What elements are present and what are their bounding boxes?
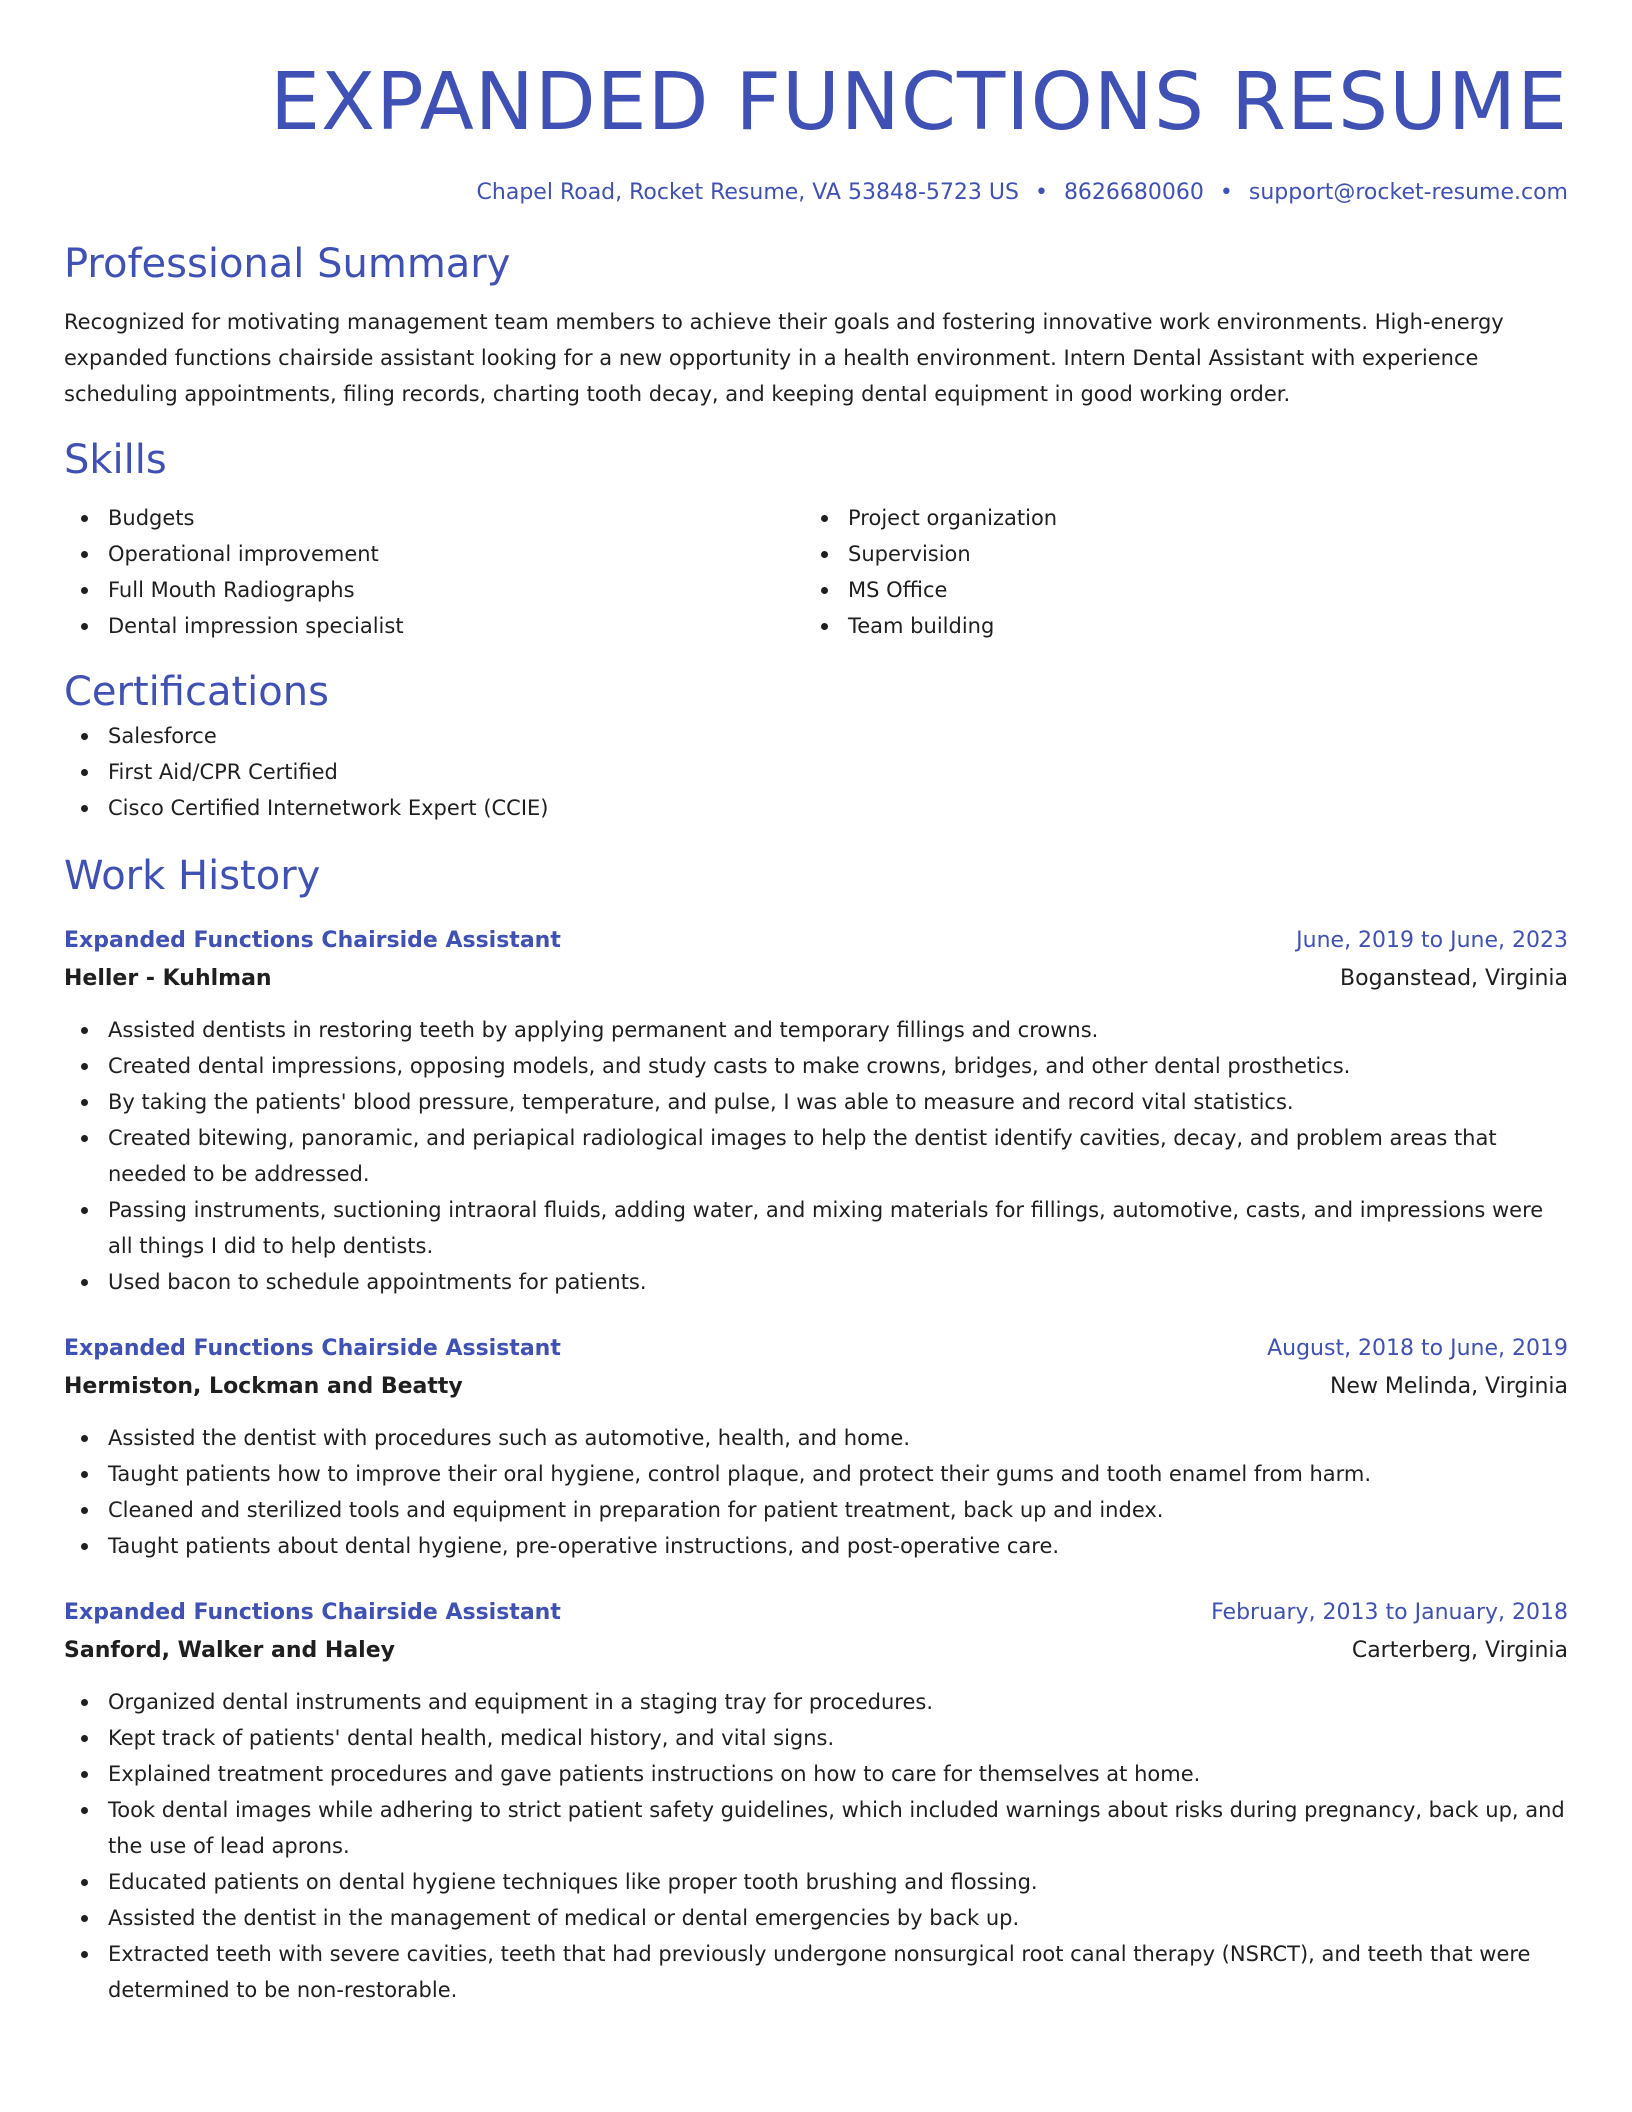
job-dates: August, 2018 to June, 2019 [1267,1336,1568,1361]
skills-column-right [804,500,1544,644]
job-bullet: By taking the patients' blood pressure, temperature, and pulse, I was able to measure and record vital statistics. [108,1084,1568,1120]
section-title-skills: Skills [64,437,167,483]
job-bullet: Extracted teeth with severe cavities, teeth that had previously undergone nonsurgical root canal therapy (NSRCT), and teeth that were determined to be non-restorable. [108,1936,1568,2008]
certification-item: First Aid/CPR Certified [108,754,1568,790]
resume-page [64,0,1568,2008]
skill-item: Supervision [848,536,1544,572]
job-bullet: Organized dental instruments and equipment in a staging tray for procedures. [108,1684,1568,1720]
job-company: Heller - Kuhlman [64,966,272,991]
section-title-certifications: Certifications [64,669,329,715]
job-bullet: Passing instruments, suctioning intraoral fluids, adding water, and mixing materials for fillings, automotive, casts, and impressions were all things I did to help dentists. [108,1192,1568,1264]
section-title-summary: Professional Summary [64,241,511,287]
job-title-row [64,922,1568,960]
job-bullet: Assisted the dentist in the management of medical or dental emergencies by back up. [108,1900,1568,1936]
contact-separator: • [1034,180,1048,205]
resume-header [64,0,1568,208]
job-bullets [64,1684,1568,2008]
job-bullet: Cleaned and sterilized tools and equipment in preparation for patient treatment, back up and index. [108,1492,1568,1528]
job-title-row [64,1330,1568,1368]
skill-item: MS Office [848,572,1544,608]
summary-section [64,238,1568,412]
certification-item: Cisco Certified Internetwork Expert (CCIE) [108,790,1568,826]
skills-list-right [804,500,1544,644]
skills-section [64,434,1568,644]
job-entry [64,1330,1568,1564]
certifications-section [64,666,1568,826]
job-title: Expanded Functions Chairside Assistant [64,928,561,953]
job-bullet: Created bitewing, panoramic, and periapical radiological images to help the dentist identify cavities, decay, and problem areas that needed to be addressed. [108,1120,1568,1192]
job-location: Carterberg, Virginia [1351,1638,1568,1663]
job-location: Boganstead, Virginia [1340,966,1568,991]
skill-item: Operational improvement [108,536,804,572]
skill-item: Team building [848,608,1544,644]
job-location: New Melinda, Virginia [1329,1374,1568,1399]
skill-item: Project organization [848,500,1544,536]
contact-phone: 8626680060 [1063,180,1204,205]
job-bullet: Explained treatment procedures and gave patients instructions on how to care for themselves at home. [108,1756,1568,1792]
job-bullet: Kept track of patients' dental health, medical history, and vital signs. [108,1720,1568,1756]
skills-grid [64,500,1568,644]
certifications-list [64,718,1568,826]
skill-item: Full Mouth Radiographs [108,572,804,608]
contact-address: Chapel Road, Rocket Resume, VA 53848-5723 US [476,180,1019,205]
work-history-section [64,850,1568,2008]
job-title-row [64,1594,1568,1632]
job-bullet: Used bacon to schedule appointments for patients. [108,1264,1568,1300]
summary-text: Recognized for motivating management team members to achieve their goals and fostering innovative work environments. High-energy expanded functions chairside assistant looking for a new opportunity in a health environment. Intern Dental Assistant with experience scheduling appointments, filing records, charting tooth decay, and keeping dental equipment in good working order. [64,310,1504,406]
job-bullet: Educated patients on dental hygiene techniques like proper tooth brushing and flossing. [108,1864,1568,1900]
job-bullets [64,1420,1568,1564]
job-bullet: Created dental impressions, opposing models, and study casts to make crowns, bridges, and other dental prosthetics. [108,1048,1568,1084]
job-company-row [64,1368,1568,1406]
job-company-row [64,1632,1568,1670]
resume-name: EXPANDED FUNCTIONS RESUME [270,56,1568,148]
job-bullet: Assisted dentists in restoring teeth by applying permanent and temporary fillings and crowns. [108,1012,1568,1048]
job-title: Expanded Functions Chairside Assistant [64,1600,561,1625]
job-title: Expanded Functions Chairside Assistant [64,1336,561,1361]
contact-email: support@rocket-resume.com [1248,180,1568,205]
job-bullet: Taught patients how to improve their oral hygiene, control plaque, and protect their gums and tooth enamel from harm. [108,1456,1568,1492]
skills-list-left [64,500,804,644]
job-bullets [64,1012,1568,1300]
job-entry [64,922,1568,1300]
skill-item: Budgets [108,500,804,536]
certification-item: Salesforce [108,718,1568,754]
job-dates: February, 2013 to January, 2018 [1211,1600,1568,1625]
job-dates: June, 2019 to June, 2023 [1296,928,1568,953]
job-company: Sanford, Walker and Haley [64,1638,395,1663]
skills-column-left [64,500,804,644]
job-bullet: Took dental images while adhering to strict patient safety guidelines, which included warnings about risks during pregnancy, back up, and the use of lead aprons. [108,1792,1568,1864]
job-bullet: Assisted the dentist with procedures such as automotive, health, and home. [108,1420,1568,1456]
job-company: Hermiston, Lockman and Beatty [64,1374,463,1399]
job-company-row [64,960,1568,998]
job-bullet: Taught patients about dental hygiene, pre-operative instructions, and post-operative care. [108,1528,1568,1564]
contact-separator: • [1219,180,1233,205]
job-entry [64,1594,1568,2008]
contact-line [64,178,1568,208]
section-title-work-history: Work History [64,853,321,899]
skill-item: Dental impression specialist [108,608,804,644]
